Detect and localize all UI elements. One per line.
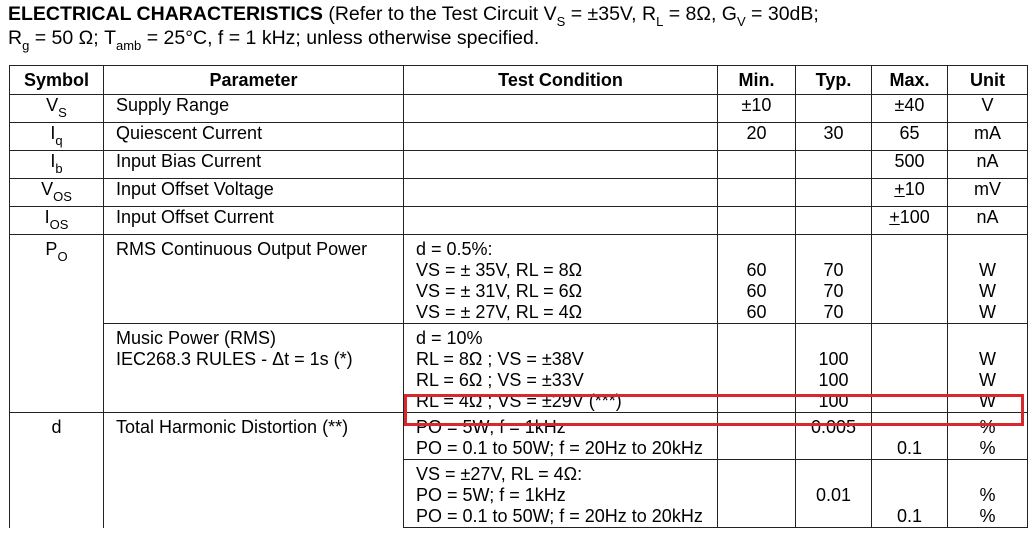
parameter-cell: Total Harmonic Distortion (**) (104, 413, 404, 528)
heading-line-2: $R_g = 50$ Ω; $T_{amb} = 25^\circ C$, f = 1 kHz; unless otherwise specified. (8, 27, 540, 53)
unit-cell: V (948, 95, 1028, 123)
condition-cell (404, 123, 718, 151)
parameter-cell: Input Offset Current (104, 207, 404, 235)
table-row (10, 235, 1028, 324)
col-header-typ: Typ. (796, 66, 872, 95)
typ-cell: 100 100 100 (796, 324, 872, 413)
unit-cell: % % (948, 460, 1028, 528)
parameter-cell: Quiescent Current (104, 123, 404, 151)
min-cell: 60 60 60 (718, 235, 796, 324)
typ-cell (796, 151, 872, 179)
max-cell (872, 235, 948, 324)
unit-cell: W W W (948, 324, 1028, 413)
condition-cell: VS = ±27V, RL = 4Ω: PO = 5W; f = 1kHz PO = 0.1 to 50W; f = 20Hz to 20kHz (404, 460, 718, 528)
table-row (10, 151, 1028, 179)
section-heading (8, 2, 1028, 53)
min-cell (718, 413, 796, 460)
condition-cell (404, 151, 718, 179)
typ-cell (796, 95, 872, 123)
min-cell (718, 179, 796, 207)
typ-cell (796, 207, 872, 235)
condition-cell (404, 179, 718, 207)
table-header-row (10, 66, 1028, 95)
max-cell: +100 (872, 207, 948, 235)
typ-cell (796, 179, 872, 207)
heading-title: ELECTRICAL CHARACTERISTICS (8, 3, 323, 25)
typ-cell: 0.005 (796, 413, 872, 460)
table-row (10, 207, 1028, 235)
max-cell: 0.1 (872, 460, 948, 528)
unit-cell: mV (948, 179, 1028, 207)
min-cell: ±10 (718, 95, 796, 123)
unit-cell: mA (948, 123, 1028, 151)
unit-cell: nA (948, 207, 1028, 235)
table-row (10, 324, 1028, 413)
max-cell: 0.1 (872, 413, 948, 460)
symbol-cell: $V_S$ (10, 95, 104, 123)
condition-cell: d = 0.5%: VS = ± 35V, RL = 8Ω VS = ± 31V, RL = 6Ω VS = ± 27V, RL = 4Ω (404, 235, 718, 324)
symbol-cell: $V_{OS}$ (10, 179, 104, 207)
col-header-min: Min. (718, 66, 796, 95)
symbol-cell: $I_{OS}$ (10, 207, 104, 235)
min-cell (718, 324, 796, 413)
typ-cell: 70 70 70 (796, 235, 872, 324)
parameter-cell: Input Offset Voltage (104, 179, 404, 207)
max-cell: ±40 (872, 95, 948, 123)
symbol-cell: $I_q$ (10, 123, 104, 151)
min-cell (718, 207, 796, 235)
typ-cell: 0.01 (796, 460, 872, 528)
parameter-cell: Input Bias Current (104, 151, 404, 179)
typ-cell: 30 (796, 123, 872, 151)
max-cell (872, 324, 948, 413)
symbol-cell: d (10, 413, 104, 528)
max-cell: 65 (872, 123, 948, 151)
parameter-cell: RMS Continuous Output Power (104, 235, 404, 324)
symbol-cell: $P_O$ (10, 235, 104, 413)
min-cell: 20 (718, 123, 796, 151)
condition-cell (404, 207, 718, 235)
table-row (10, 179, 1028, 207)
col-header-parameter: Parameter (104, 66, 404, 95)
min-cell (718, 460, 796, 528)
heading-line-1: ELECTRICAL CHARACTERISTICS (Refer to the Test Circuit $V_S = \pm 35V$, $R_L = 8\Omega$, $G_V = 30dB$; (8, 3, 819, 29)
parameter-cell: Supply Range (104, 95, 404, 123)
table-row (10, 413, 1028, 460)
col-header-test-condition: Test Condition (404, 66, 718, 95)
condition-cell (404, 95, 718, 123)
unit-cell: nA (948, 151, 1028, 179)
max-cell: +10 (872, 179, 948, 207)
table-row (10, 95, 1028, 123)
min-cell (718, 151, 796, 179)
symbol-cell: $I_b$ (10, 151, 104, 179)
unit-cell: % % (948, 413, 1028, 460)
col-header-symbol: Symbol (10, 66, 104, 95)
table-row (10, 123, 1028, 151)
max-cell: 500 (872, 151, 948, 179)
condition-cell: PO = 5W; f = 1kHz PO = 0.1 to 50W; f = 20Hz to 20kHz (404, 413, 718, 460)
parameter-cell: Music Power (RMS) IEC268.3 RULES - Δt = 1s (*) (104, 324, 404, 413)
col-header-unit: Unit (948, 66, 1028, 95)
electrical-characteristics-table (9, 65, 1028, 528)
condition-cell: d = 10% RL = 8Ω ; VS = ±38V RL = 6Ω ; VS = ±33V RL = 4Ω ; VS = ±29V (***) (404, 324, 718, 413)
col-header-max: Max. (872, 66, 948, 95)
unit-cell: W W W (948, 235, 1028, 324)
